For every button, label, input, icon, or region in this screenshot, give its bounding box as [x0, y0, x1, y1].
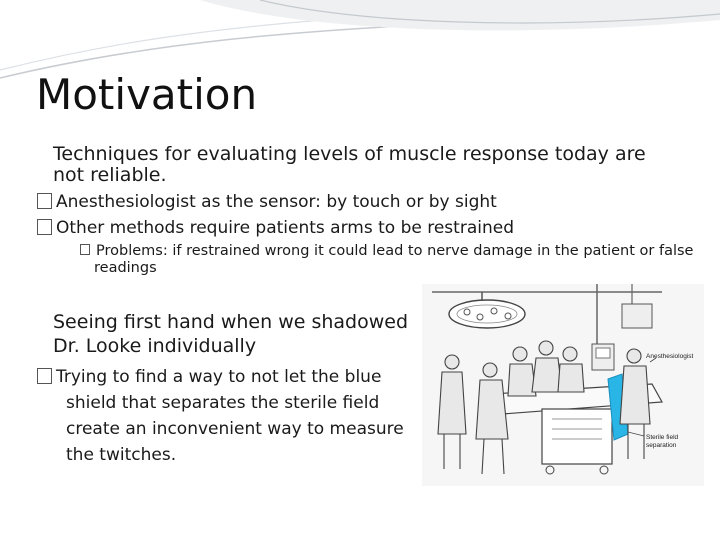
bullet-box-icon: [37, 368, 52, 384]
operating-room-illustration: [422, 284, 704, 486]
intro-text: Techniques for evaluating levels of muscle response today are not reliable.: [53, 143, 646, 186]
header-swoosh: [0, 0, 720, 80]
bullet-other-methods: Other methods require patients arms to be restrained: [37, 218, 577, 238]
subbullet-problems: Problems: if restrained wrong it could lead to nerve damage in the patient or false readings: [80, 243, 694, 277]
bullet-box-icon: [37, 193, 52, 209]
label-sterile-field: Sterile field: [646, 434, 679, 441]
bullet-trying: Trying to find a way to not let the blue shield that separates the sterile field create an inconvenient way to measure the twitches.: [37, 364, 416, 468]
label-separation: separation: [646, 442, 677, 449]
bullet-box-icon: [37, 219, 52, 235]
bullet-anesthesiologist: Anesthesiologist as the sensor: by touch or by sight: [37, 192, 577, 212]
bullet-box-icon: [80, 244, 90, 255]
slide-title: Motivation: [36, 70, 258, 119]
label-anesthesiologist: Anesthesiologist: [646, 353, 694, 360]
second-paragraph: Seeing first hand when we shadowed Dr. Looke individually: [53, 311, 409, 357]
